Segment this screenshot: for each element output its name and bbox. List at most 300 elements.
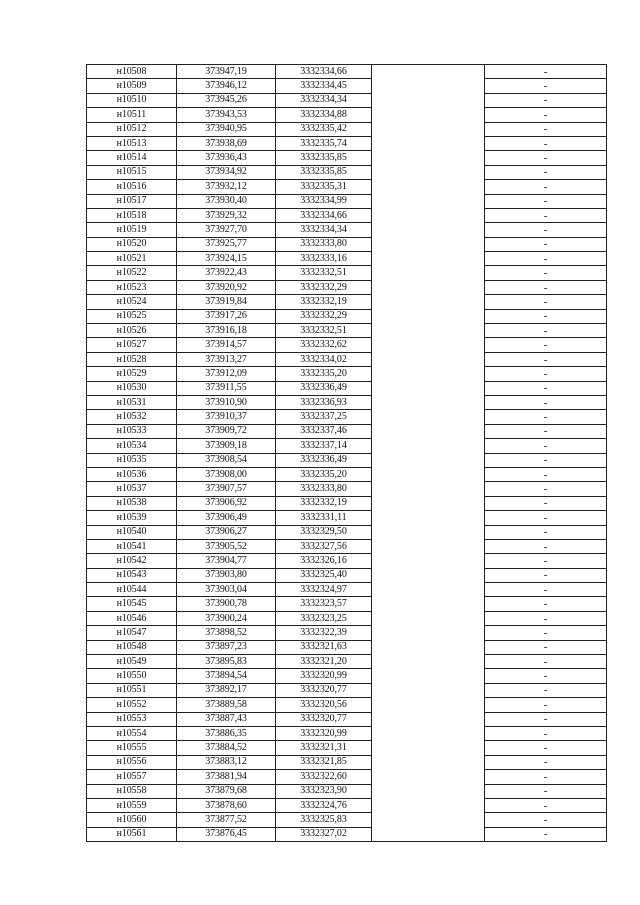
y-coordinate-cell: 3332332,62 [276,338,372,352]
table-row [87,65,607,79]
x-coordinate-cell: 373884,52 [177,741,276,755]
x-coordinate-cell: 373897,23 [177,640,276,654]
x-coordinate-cell: 373908,00 [177,467,276,481]
empty-column-cell [372,741,485,755]
table-row [87,208,607,222]
empty-column-cell [372,136,485,150]
x-coordinate-cell: 373892,17 [177,683,276,697]
dash-value-cell: - [485,698,607,712]
empty-column-cell [372,324,485,338]
y-coordinate-cell: 3332320,99 [276,669,372,683]
point-number-cell: н10532 [87,410,177,424]
empty-column-cell [372,93,485,107]
dash-value-cell: - [485,223,607,237]
table-row [87,352,607,366]
point-number-cell: н10560 [87,813,177,827]
x-coordinate-cell: 373900,24 [177,611,276,625]
point-number-cell: н10518 [87,208,177,222]
point-number-cell: н10534 [87,439,177,453]
y-coordinate-cell: 3332332,51 [276,324,372,338]
point-number-cell: н10542 [87,554,177,568]
table-row [87,180,607,194]
x-coordinate-cell: 373910,37 [177,410,276,424]
x-coordinate-cell: 373924,15 [177,252,276,266]
x-coordinate-cell: 373879,68 [177,784,276,798]
y-coordinate-cell: 3332320,56 [276,698,372,712]
y-coordinate-cell: 3332334,45 [276,79,372,93]
y-coordinate-cell: 3332321,63 [276,640,372,654]
empty-column-cell [372,698,485,712]
dash-value-cell: - [485,122,607,136]
table-row [87,626,607,640]
point-number-cell: н10509 [87,79,177,93]
table-row [87,194,607,208]
empty-column-cell [372,712,485,726]
table-row [87,827,607,841]
point-number-cell: н10523 [87,280,177,294]
x-coordinate-cell: 373904,77 [177,554,276,568]
x-coordinate-cell: 373894,54 [177,669,276,683]
table-row [87,755,607,769]
empty-column-cell [372,122,485,136]
x-coordinate-cell: 373908,54 [177,453,276,467]
y-coordinate-cell: 3332333,80 [276,482,372,496]
dash-value-cell: - [485,467,607,481]
empty-column-cell [372,798,485,812]
x-coordinate-cell: 373909,72 [177,424,276,438]
point-number-cell: н10533 [87,424,177,438]
dash-value-cell: - [485,324,607,338]
point-number-cell: н10549 [87,655,177,669]
x-coordinate-cell: 373943,53 [177,108,276,122]
table-row [87,295,607,309]
dash-value-cell: - [485,655,607,669]
table-row [87,813,607,827]
empty-column-cell [372,439,485,453]
empty-column-cell [372,280,485,294]
dash-value-cell: - [485,755,607,769]
table-row [87,280,607,294]
y-coordinate-cell: 3332323,57 [276,597,372,611]
point-number-cell: н10529 [87,367,177,381]
x-coordinate-cell: 373920,92 [177,280,276,294]
table-row [87,108,607,122]
x-coordinate-cell: 373913,27 [177,352,276,366]
empty-column-cell [372,726,485,740]
y-coordinate-cell: 3332331,11 [276,511,372,525]
x-coordinate-cell: 373916,18 [177,324,276,338]
point-number-cell: н10530 [87,381,177,395]
y-coordinate-cell: 3332320,77 [276,683,372,697]
y-coordinate-cell: 3332335,42 [276,122,372,136]
empty-column-cell [372,352,485,366]
x-coordinate-cell: 373917,26 [177,309,276,323]
dash-value-cell: - [485,151,607,165]
x-coordinate-cell: 373946,12 [177,79,276,93]
empty-column-cell [372,539,485,553]
point-number-cell: н10527 [87,338,177,352]
table-row [87,568,607,582]
table-row [87,770,607,784]
table-row [87,424,607,438]
x-coordinate-cell: 373922,43 [177,266,276,280]
table-row [87,467,607,481]
x-coordinate-cell: 373905,52 [177,539,276,553]
x-coordinate-cell: 373909,18 [177,439,276,453]
y-coordinate-cell: 3332332,19 [276,295,372,309]
y-coordinate-cell: 3332329,50 [276,525,372,539]
dash-value-cell: - [485,683,607,697]
y-coordinate-cell: 3332321,20 [276,655,372,669]
table-row [87,640,607,654]
table-row [87,93,607,107]
dash-value-cell: - [485,554,607,568]
table-row [87,554,607,568]
table-row [87,266,607,280]
point-number-cell: н10552 [87,698,177,712]
empty-column-cell [372,180,485,194]
empty-column-cell [372,108,485,122]
point-number-cell: н10511 [87,108,177,122]
x-coordinate-cell: 373886,35 [177,726,276,740]
table-row [87,698,607,712]
y-coordinate-cell: 3332320,77 [276,712,372,726]
y-coordinate-cell: 3332337,14 [276,439,372,453]
table-row [87,683,607,697]
y-coordinate-cell: 3332336,93 [276,395,372,409]
point-number-cell: н10524 [87,295,177,309]
dash-value-cell: - [485,813,607,827]
x-coordinate-cell: 373938,69 [177,136,276,150]
table-row [87,309,607,323]
empty-column-cell [372,597,485,611]
table-row [87,395,607,409]
empty-column-cell [372,755,485,769]
x-coordinate-cell: 373914,57 [177,338,276,352]
empty-column-cell [372,237,485,251]
y-coordinate-cell: 3332335,20 [276,467,372,481]
point-number-cell: н10513 [87,136,177,150]
point-number-cell: н10522 [87,266,177,280]
y-coordinate-cell: 3332322,39 [276,626,372,640]
empty-column-cell [372,194,485,208]
dash-value-cell: - [485,611,607,625]
dash-value-cell: - [485,511,607,525]
dash-value-cell: - [485,784,607,798]
dash-value-cell: - [485,295,607,309]
empty-column-cell [372,410,485,424]
table-row [87,741,607,755]
y-coordinate-cell: 3332337,25 [276,410,372,424]
empty-column-cell [372,424,485,438]
x-coordinate-cell: 373929,32 [177,208,276,222]
table-row [87,165,607,179]
y-coordinate-cell: 3332327,02 [276,827,372,841]
y-coordinate-cell: 3332320,99 [276,726,372,740]
empty-column-cell [372,395,485,409]
empty-column-cell [372,367,485,381]
x-coordinate-cell: 373906,49 [177,511,276,525]
x-coordinate-cell: 373895,83 [177,655,276,669]
empty-column-cell [372,496,485,510]
x-coordinate-cell: 373881,94 [177,770,276,784]
y-coordinate-cell: 3332335,74 [276,136,372,150]
table-row [87,655,607,669]
point-number-cell: н10525 [87,309,177,323]
dash-value-cell: - [485,640,607,654]
empty-column-cell [372,467,485,481]
point-number-cell: н10548 [87,640,177,654]
point-number-cell: н10538 [87,496,177,510]
y-coordinate-cell: 3332334,34 [276,223,372,237]
x-coordinate-cell: 373889,58 [177,698,276,712]
dash-value-cell: - [485,712,607,726]
x-coordinate-cell: 373919,84 [177,295,276,309]
table-row [87,453,607,467]
table-row [87,583,607,597]
point-number-cell: н10540 [87,525,177,539]
y-coordinate-cell: 3332334,99 [276,194,372,208]
table-row [87,122,607,136]
y-coordinate-cell: 3332334,66 [276,65,372,79]
dash-value-cell: - [485,669,607,683]
empty-column-cell [372,655,485,669]
x-coordinate-cell: 373907,57 [177,482,276,496]
y-coordinate-cell: 3332332,29 [276,309,372,323]
y-coordinate-cell: 3332337,46 [276,424,372,438]
table-row [87,136,607,150]
point-number-cell: н10545 [87,597,177,611]
table-row [87,367,607,381]
y-coordinate-cell: 3332324,97 [276,583,372,597]
point-number-cell: н10561 [87,827,177,841]
x-coordinate-cell: 373903,04 [177,583,276,597]
x-coordinate-cell: 373912,09 [177,367,276,381]
x-coordinate-cell: 373932,12 [177,180,276,194]
y-coordinate-cell: 3332323,25 [276,611,372,625]
y-coordinate-cell: 3332335,85 [276,165,372,179]
dash-value-cell: - [485,798,607,812]
dash-value-cell: - [485,367,607,381]
point-number-cell: н10520 [87,237,177,251]
dash-value-cell: - [485,597,607,611]
point-number-cell: н10546 [87,611,177,625]
x-coordinate-cell: 373934,92 [177,165,276,179]
y-coordinate-cell: 3332334,66 [276,208,372,222]
empty-column-cell [372,482,485,496]
y-coordinate-cell: 3332324,76 [276,798,372,812]
x-coordinate-cell: 373878,60 [177,798,276,812]
empty-column-cell [372,266,485,280]
x-coordinate-cell: 373945,26 [177,93,276,107]
table-row [87,381,607,395]
dash-value-cell: - [485,741,607,755]
y-coordinate-cell: 3332333,80 [276,237,372,251]
point-number-cell: н10512 [87,122,177,136]
dash-value-cell: - [485,352,607,366]
point-number-cell: н10539 [87,511,177,525]
dash-value-cell: - [485,280,607,294]
y-coordinate-cell: 3332334,02 [276,352,372,366]
point-number-cell: н10550 [87,669,177,683]
empty-column-cell [372,554,485,568]
x-coordinate-cell: 373876,45 [177,827,276,841]
point-number-cell: н10543 [87,568,177,582]
table-row [87,611,607,625]
point-number-cell: н10551 [87,683,177,697]
x-coordinate-cell: 373887,43 [177,712,276,726]
point-number-cell: н10558 [87,784,177,798]
x-coordinate-cell: 373936,43 [177,151,276,165]
empty-column-cell [372,65,485,79]
dash-value-cell: - [485,410,607,424]
empty-column-cell [372,568,485,582]
empty-column-cell [372,511,485,525]
point-number-cell: н10557 [87,770,177,784]
x-coordinate-cell: 373900,78 [177,597,276,611]
table-row [87,669,607,683]
table-row [87,410,607,424]
empty-column-cell [372,295,485,309]
point-number-cell: н10544 [87,583,177,597]
y-coordinate-cell: 3332326,16 [276,554,372,568]
y-coordinate-cell: 3332325,83 [276,813,372,827]
table-row [87,726,607,740]
y-coordinate-cell: 3332322,60 [276,770,372,784]
table-row [87,252,607,266]
empty-column-cell [372,453,485,467]
dash-value-cell: - [485,726,607,740]
dash-value-cell: - [485,338,607,352]
point-number-cell: н10516 [87,180,177,194]
dash-value-cell: - [485,108,607,122]
empty-column-cell [372,381,485,395]
x-coordinate-cell: 373910,90 [177,395,276,409]
table-row [87,223,607,237]
table-row [87,525,607,539]
x-coordinate-cell: 373898,52 [177,626,276,640]
y-coordinate-cell: 3332321,85 [276,755,372,769]
point-number-cell: н10559 [87,798,177,812]
dash-value-cell: - [485,93,607,107]
dash-value-cell: - [485,208,607,222]
x-coordinate-cell: 373940,95 [177,122,276,136]
dash-value-cell: - [485,395,607,409]
empty-column-cell [372,79,485,93]
dash-value-cell: - [485,525,607,539]
point-number-cell: н10508 [87,65,177,79]
dash-value-cell: - [485,439,607,453]
dash-value-cell: - [485,194,607,208]
dash-value-cell: - [485,827,607,841]
point-number-cell: н10531 [87,395,177,409]
y-coordinate-cell: 3332335,20 [276,367,372,381]
dash-value-cell: - [485,136,607,150]
dash-value-cell: - [485,482,607,496]
point-number-cell: н10519 [87,223,177,237]
empty-column-cell [372,626,485,640]
point-number-cell: н10526 [87,324,177,338]
y-coordinate-cell: 3332323,90 [276,784,372,798]
x-coordinate-cell: 373903,80 [177,568,276,582]
dash-value-cell: - [485,539,607,553]
dash-value-cell: - [485,165,607,179]
coordinates-table [86,64,607,842]
dash-value-cell: - [485,65,607,79]
point-number-cell: н10554 [87,726,177,740]
empty-column-cell [372,770,485,784]
point-number-cell: н10514 [87,151,177,165]
point-number-cell: н10553 [87,712,177,726]
dash-value-cell: - [485,424,607,438]
table-row [87,482,607,496]
empty-column-cell [372,309,485,323]
y-coordinate-cell: 3332334,34 [276,93,372,107]
dash-value-cell: - [485,496,607,510]
table-row [87,597,607,611]
table-row [87,324,607,338]
x-coordinate-cell: 373925,77 [177,237,276,251]
empty-column-cell [372,669,485,683]
dash-value-cell: - [485,266,607,280]
x-coordinate-cell: 373883,12 [177,755,276,769]
point-number-cell: н10556 [87,755,177,769]
x-coordinate-cell: 373906,92 [177,496,276,510]
empty-column-cell [372,827,485,841]
dash-value-cell: - [485,626,607,640]
point-number-cell: н10521 [87,252,177,266]
table-row [87,439,607,453]
empty-column-cell [372,611,485,625]
dash-value-cell: - [485,583,607,597]
table-row [87,79,607,93]
x-coordinate-cell: 373911,55 [177,381,276,395]
empty-column-cell [372,683,485,697]
point-number-cell: н10528 [87,352,177,366]
dash-value-cell: - [485,568,607,582]
dash-value-cell: - [485,180,607,194]
table-row [87,539,607,553]
table-row [87,151,607,165]
dash-value-cell: - [485,252,607,266]
dash-value-cell: - [485,79,607,93]
empty-column-cell [372,784,485,798]
point-number-cell: н10510 [87,93,177,107]
dash-value-cell: - [485,770,607,784]
dash-value-cell: - [485,237,607,251]
table-row [87,784,607,798]
y-coordinate-cell: 3332333,16 [276,252,372,266]
table-row [87,798,607,812]
y-coordinate-cell: 3332335,31 [276,180,372,194]
y-coordinate-cell: 3332336,49 [276,453,372,467]
empty-column-cell [372,252,485,266]
point-number-cell: н10537 [87,482,177,496]
coordinates-table-body [87,65,607,842]
point-number-cell: н10541 [87,539,177,553]
y-coordinate-cell: 3332332,19 [276,496,372,510]
x-coordinate-cell: 373930,40 [177,194,276,208]
dash-value-cell: - [485,381,607,395]
point-number-cell: н10517 [87,194,177,208]
y-coordinate-cell: 3332327,56 [276,539,372,553]
x-coordinate-cell: 373877,52 [177,813,276,827]
table-row [87,511,607,525]
y-coordinate-cell: 3332332,51 [276,266,372,280]
point-number-cell: н10536 [87,467,177,481]
y-coordinate-cell: 3332321,31 [276,741,372,755]
point-number-cell: н10555 [87,741,177,755]
